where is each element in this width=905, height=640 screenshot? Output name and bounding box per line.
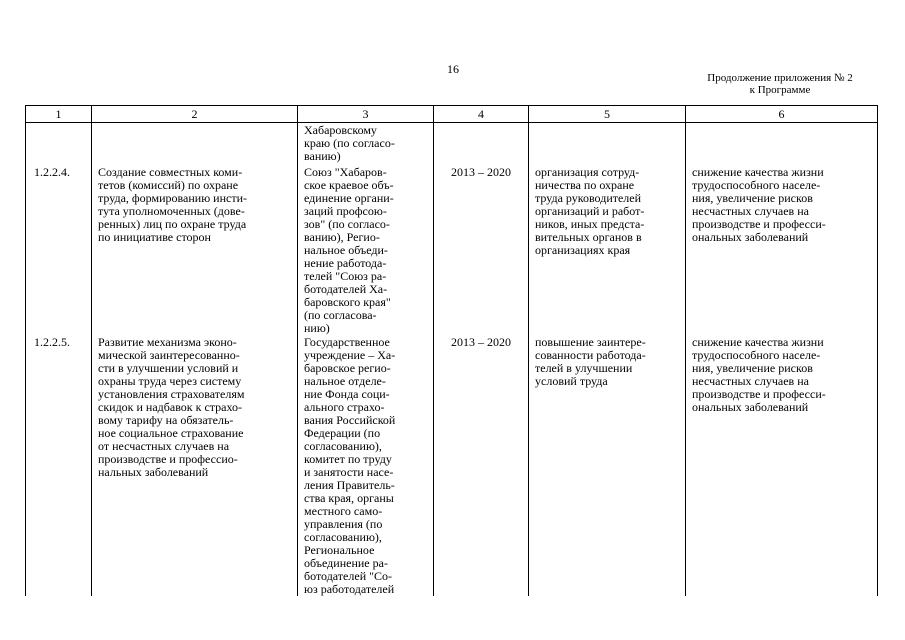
measure-cell: Развитие механизма эконо- мической заинтересованно- сти в улучшении условий и охраны труда через систему установления страхователям скидок и надбавок к страхо- вому тарифу на обязатель- ное социальное страхование от несчастных случаев на производстве и профессио- нальных заболеваний: [92, 336, 298, 596]
appendix-continuation-note: [680, 72, 880, 96]
column-header-2: 2: [92, 106, 298, 123]
result-cell: организация сотруд- ничества по охране труда руководителей организаций и работ- ников, иных предста- вительных органов в организациях края: [529, 166, 686, 336]
consequence-cell: [686, 123, 878, 167]
continuation-line-2: к Программе: [749, 84, 811, 96]
column-header-1: 1: [26, 106, 92, 123]
program-measures-table: [25, 105, 878, 596]
executor-cell: Союз "Хабаров- ское краевое объ- единение органи- заций профсою- зов" (по согласо- ванию), Регио- нальное объеди- нение работода- телей "Союз ра- ботодателей Ха- баровского края" (по согласова- нию): [298, 166, 434, 336]
consequence-cell: снижение качества жизни трудоспособного населе- ния, увеличение рисков несчастных случаев на производстве и професси- ональных заболеваний: [686, 336, 878, 596]
period-cell: 2013 – 2020: [434, 336, 529, 596]
consequence-cell: снижение качества жизни трудоспособного населе- ния, увеличение рисков несчастных случаев на производстве и професси- ональных заболеваний: [686, 166, 878, 336]
result-cell: [529, 123, 686, 167]
executor-cell: Хабаровскому краю (по согласо- ванию): [298, 123, 434, 167]
item-number: [26, 123, 92, 167]
table-row: [26, 166, 878, 336]
measure-cell: [92, 123, 298, 167]
table-header-row: [26, 106, 878, 123]
column-header-5: 5: [529, 106, 686, 123]
table-row: [26, 336, 878, 596]
column-header-6: 6: [686, 106, 878, 123]
page-number: 16: [447, 62, 459, 76]
item-number: 1.2.2.5.: [26, 336, 92, 596]
executor-cell: Государственное учреждение – Ха- баровское регио- нальное отделе- ние Фонда соци- ального страхо- вания Российской Федерации (по согласованию), комитет по труду и занятости насе- ления Правитель- ства края, органы местного само- управления (по согласованию), Региональное объединение ра- ботодателей "Со- юз работодателей: [298, 336, 434, 596]
column-header-3: 3: [298, 106, 434, 123]
period-cell: 2013 – 2020: [434, 166, 529, 336]
column-header-4: 4: [434, 106, 529, 123]
measure-cell: Создание совместных коми- тетов (комиссий) по охране труда, формированию инсти- тута уполномоченных (дове- ренных) лиц по охране труда по инициативе сторон: [92, 166, 298, 336]
table-row: [26, 123, 878, 167]
period-cell: [434, 123, 529, 167]
item-number: 1.2.2.4.: [26, 166, 92, 336]
continuation-line-1: Продолжение приложения № 2: [707, 72, 853, 84]
result-cell: повышение заинтере- сованности работода- телей в улучшении условий труда: [529, 336, 686, 596]
